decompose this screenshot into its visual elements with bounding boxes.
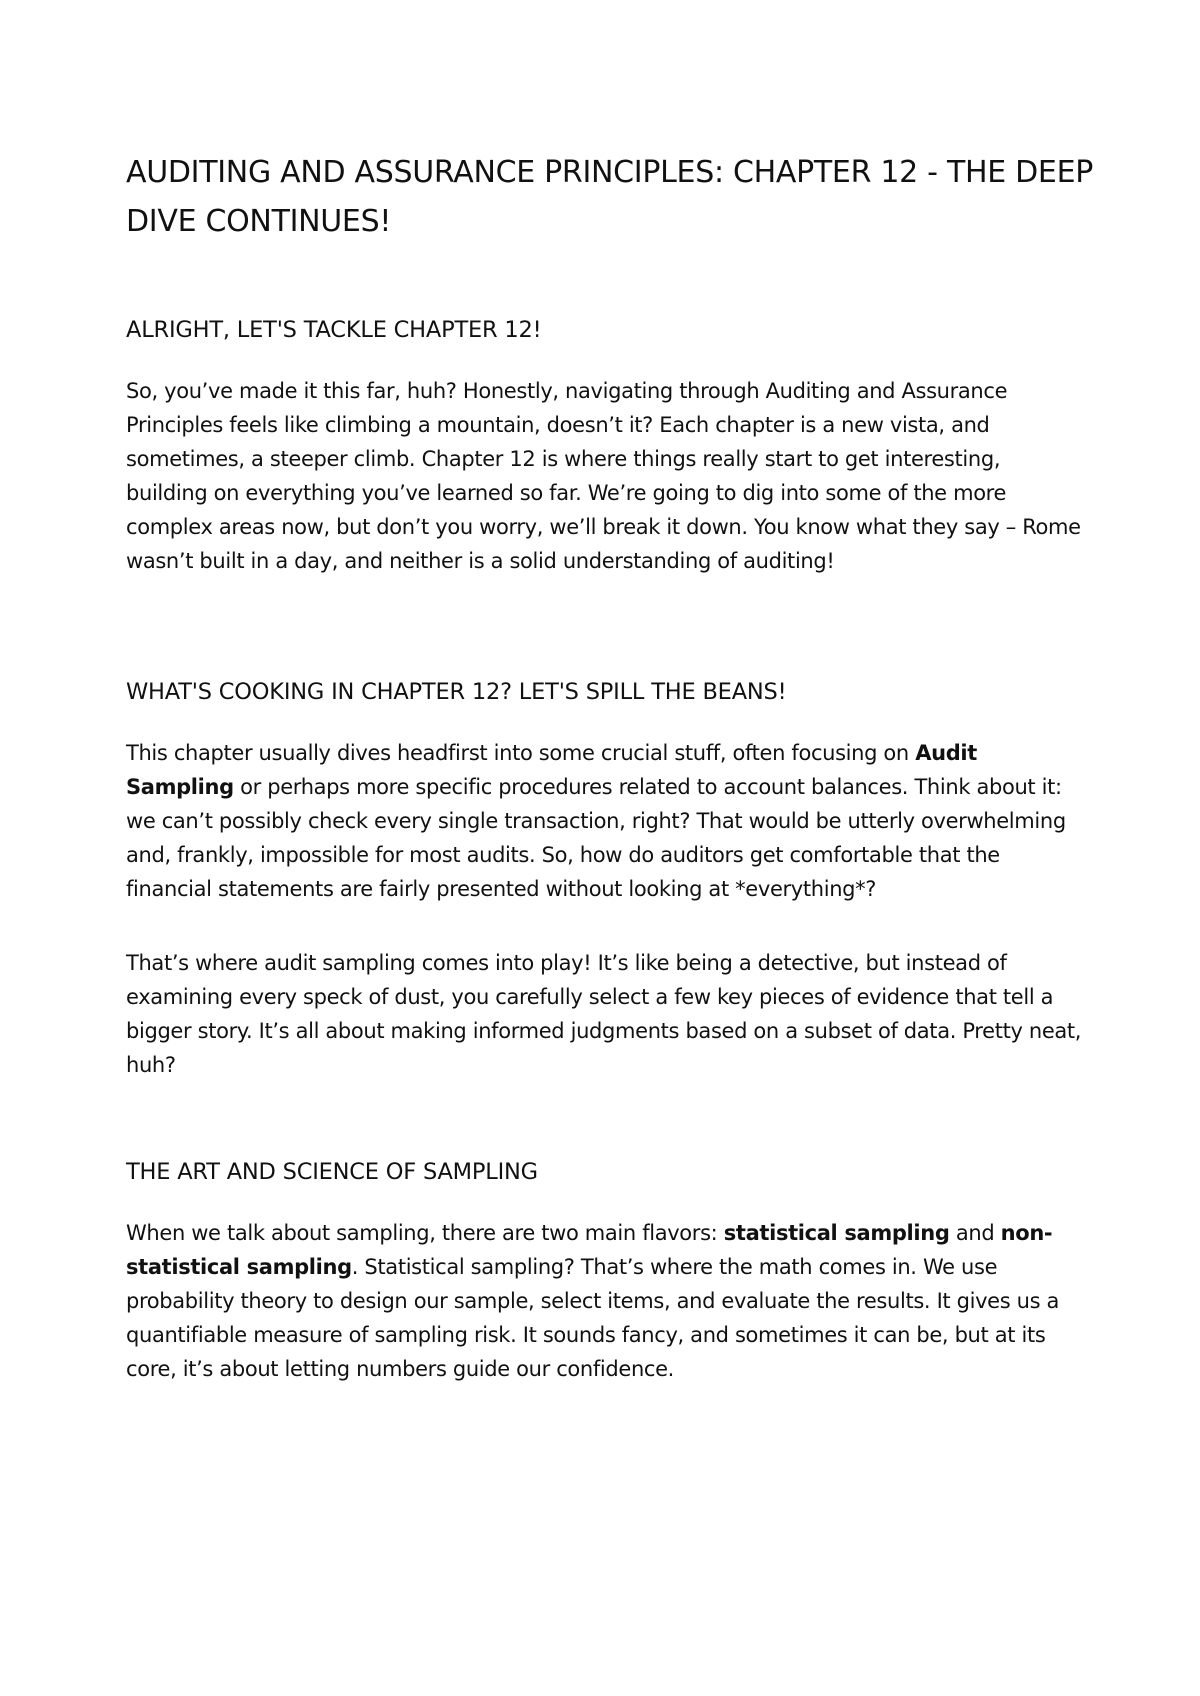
section-paragraph: [126, 736, 1086, 906]
paragraph-text: and: [949, 1221, 1001, 1245]
paragraph-text: This chapter usually dives headfirst into some crucial stuff, often focusing on: [126, 741, 916, 765]
paragraph-text: . Statistical sampling? That’s where the math comes in. We use probability theory to design our sample, select items, and evaluate the results. It gives us a quantifiable measure of sampling risk. It sounds fancy, and sometimes it can be, but at its core, it’s about letting numbers guide our confidence.: [126, 1255, 1060, 1381]
section-heading-whats-cooking: WHAT'S COOKING IN CHAPTER 12? LET'S SPILL THE BEANS!: [126, 679, 787, 705]
section-paragraph: So, you’ve made it this far, huh? Honestly, navigating through Auditing and Assurance Principles feels like climbing a mountain, doesn’t it? Each chapter is a new vista, and sometimes, a steeper climb. Chapter 12 is where things really start to get interesting, building on everything you’ve learned so far. We’re going to dig into some of the more complex areas now, but don’t you worry, we’ll break it down. You know what they say – Rome wasn’t built in a day, and neither is a solid understanding of auditing!: [126, 379, 1081, 573]
section-paragraph: [126, 1216, 1086, 1386]
section-heading-art-and-science: THE ART AND SCIENCE OF SAMPLING: [126, 1159, 538, 1185]
bold-term-non-statistical-sampling: non-statistical sampling: [126, 1221, 1053, 1279]
bold-term-statistical-sampling: statistical sampling: [723, 1221, 950, 1245]
section-heading-tackle-chapter-12: ALRIGHT, LET'S TACKLE CHAPTER 12!: [126, 317, 542, 343]
paragraph-text: When we talk about sampling, there are two main flavors:: [126, 1221, 724, 1245]
paragraph-text: or perhaps more specific procedures related to account balances. Think about it: we can’t possibly check every single transaction, right? That would be utterly overwhelming and, frankly, impossible for most audits. So, how do auditors get comfortable that the financial statements are fairly presented without looking at *everything*?: [126, 775, 1066, 901]
section-paragraph: That’s where audit sampling comes into play! It’s like being a detective, but instead of examining every speck of dust, you carefully select a few key pieces of evidence that tell a bigger story. It’s all about making informed judgments based on a subset of data. Pretty neat, huh?: [126, 951, 1082, 1077]
document-title: AUDITING AND ASSURANCE PRINCIPLES: CHAPTER 12 - THE DEEP DIVE CONTINUES!: [126, 155, 1094, 239]
bold-term-audit-sampling: Audit Sampling: [126, 741, 977, 799]
